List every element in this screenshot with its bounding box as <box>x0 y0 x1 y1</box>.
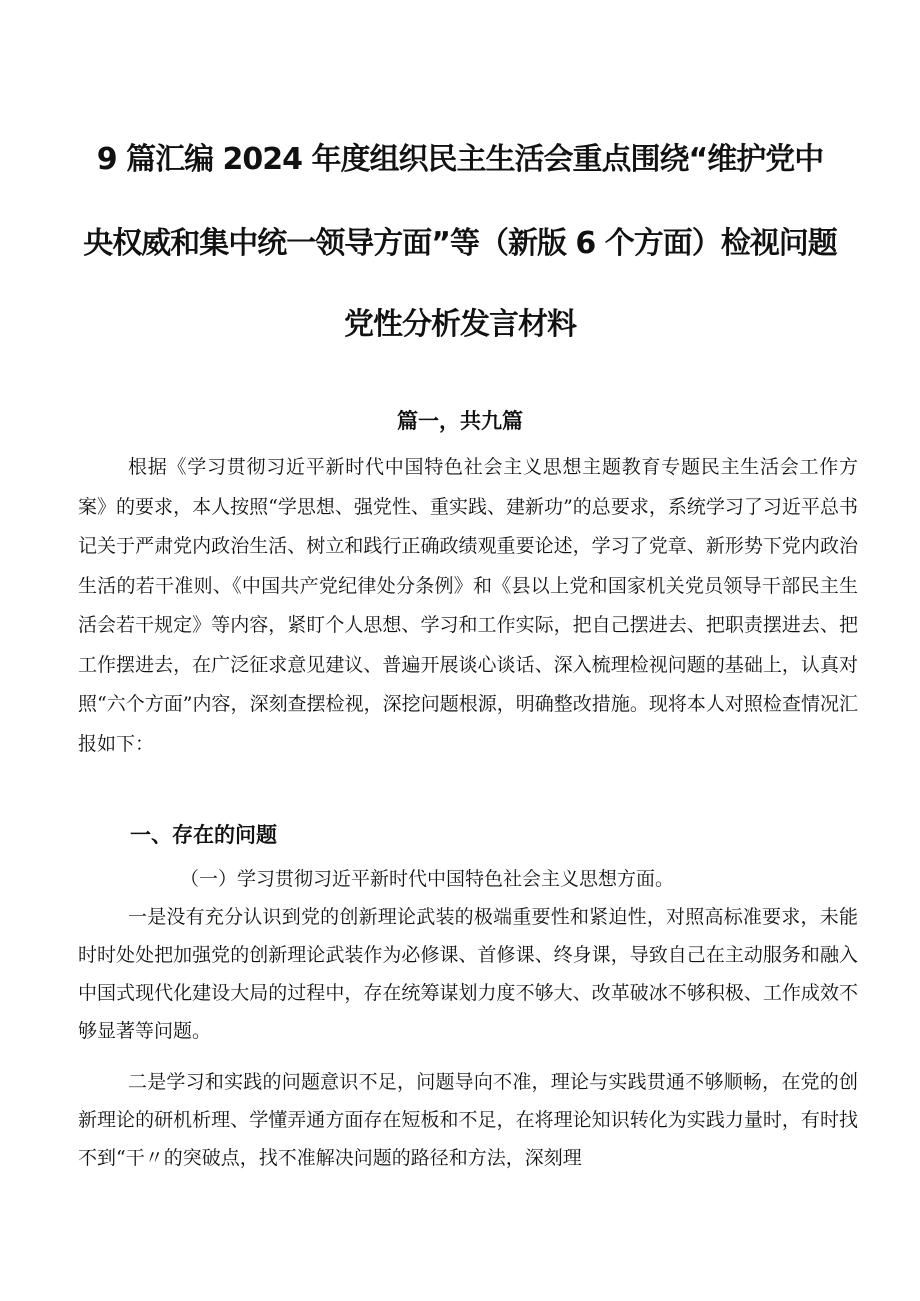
intro-paragraph: 根据《学习贯彻习近平新时代中国特色社会主义思想主题教育专题民主生活会工作方案》的要求，本人按照“学思想、强党性、重实践、建新功”的总要求，系统学习了习近平总书记关于严肃党内政治生活、树立和践行正确政绩观重要论述，学习了党章、新形势下党内政治生活的若干准则、《中国共产党纪律处分条例》和《县以上党和国家机关党员领导干部民主生活会若干规定》等内容，紧盯个人思想、学习和工作实际，把自己摆进去、把职责摆进去、把工作摆进去，在广泛征求意见建议、普遍开展谈心谈话、深入梳理检视问题的基础上，认真对照“六个方面”内容，深刻查摆检视，深挖问题根源，明确整改措施。现将本人对照检查情况汇报如下： <box>78 456 858 755</box>
section-heading: 一、存在的问题 <box>130 823 277 847</box>
paragraph-two: 二是学习和实践的问题意识不足，问题导向不准，理论与实践贯通不够顺畅，在党的创新理论的研机析理、学懂弄通方面存在短板和不足，在将理论知识转化为实践力量时，有时找不到“干〃的突破点，找不准解决问题的路径和方法，深刻理 <box>78 1071 858 1169</box>
document-title-line-1: 9 篇汇编 2024 年度组织民主生活会重点围绕“维护党中 <box>96 142 824 177</box>
paragraph-one: 一是没有充分认识到党的创新理论武装的极端重要性和紧迫性，对照高标准要求，未能时时处处把加强党的创新理论武装作为必修课、首修课、终身课，导致自己在主动服务和融入中国式现代化建设大局的过程中，存在统筹谋划力度不够大、改革破冰不够积极、工作成效不够显著等问题。 <box>78 906 858 1042</box>
document-title-line-2: 央权威和集中统一领导方面”等（新版 6 个方面）检视问题 <box>83 226 837 261</box>
document-title-line-3: 党性分析发言材料 <box>344 307 576 342</box>
subsection-heading: （一）学习贯彻习近平新时代中国特色社会主义思想方面。 <box>180 868 675 890</box>
document-subtitle: 篇一，共九篇 <box>397 409 523 433</box>
